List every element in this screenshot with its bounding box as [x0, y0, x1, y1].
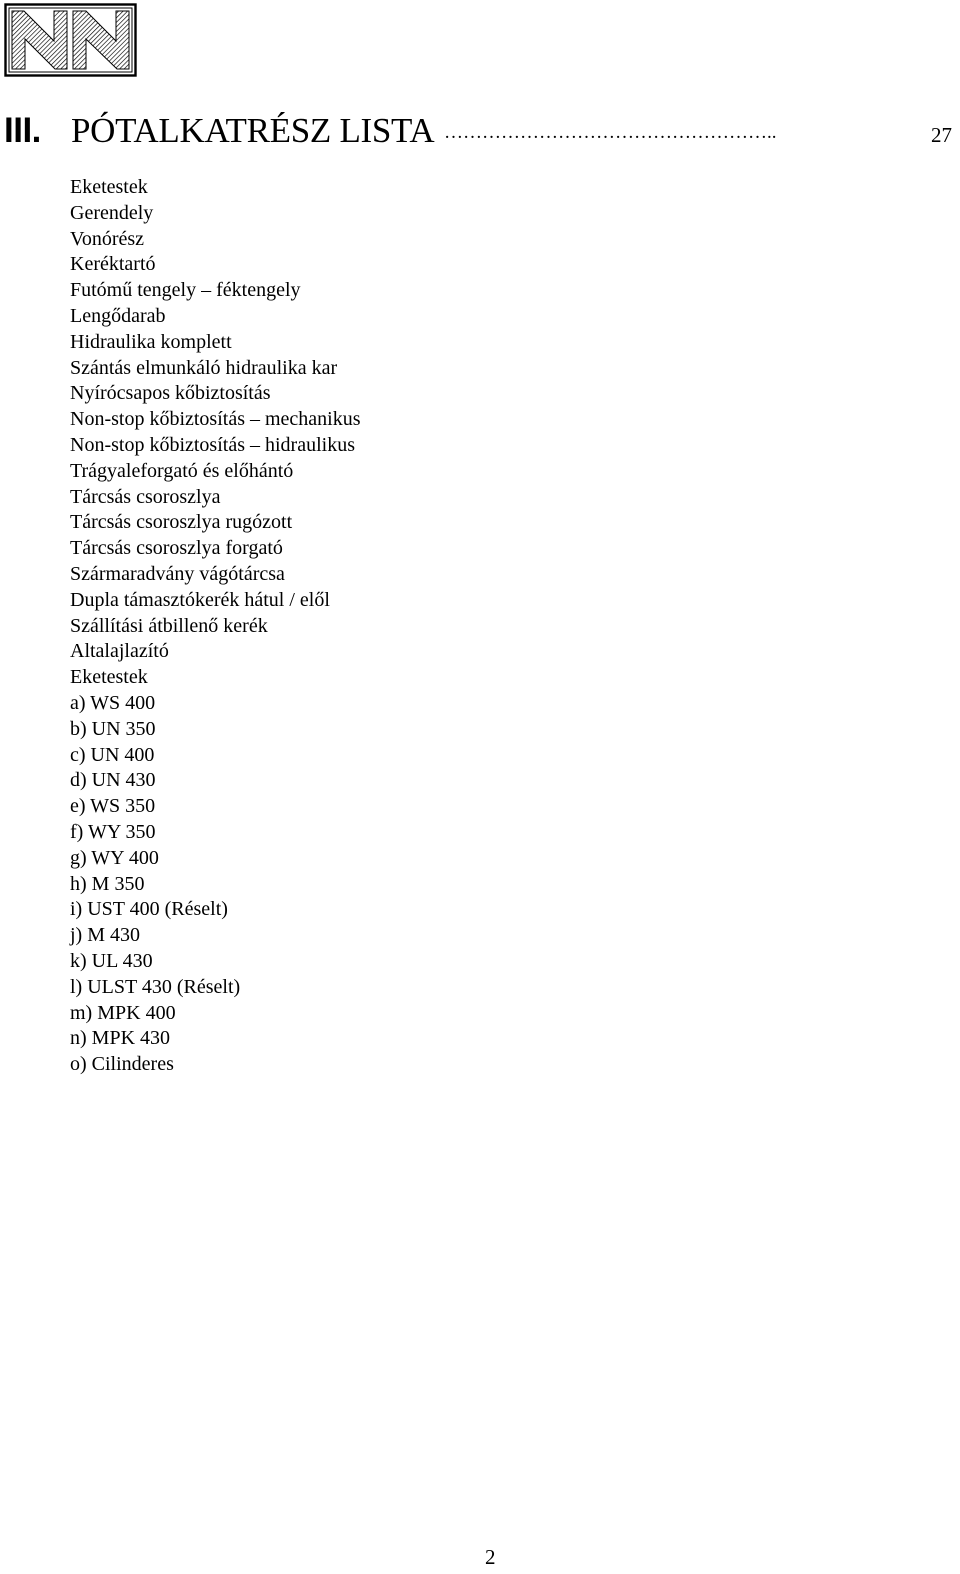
list-item: Trágyaleforgató és előhántó	[70, 459, 294, 482]
list-item: Eketestek	[70, 176, 148, 198]
list-item: l) ULST 430 (Réselt)	[70, 975, 241, 998]
list-item: b) UN 350	[70, 717, 156, 740]
spare-parts-list	[70, 175, 361, 1078]
toc-page-reference: 27	[931, 123, 952, 147]
list-item: e) WS 350	[70, 795, 156, 818]
list-item: Szármaradvány vágótárcsa	[70, 562, 285, 585]
list-item: Szántás elmunkáló hidraulika kar	[70, 356, 338, 379]
page-number: 2	[485, 1545, 496, 1569]
list-item: Keréktartó	[70, 253, 156, 276]
list-item: n) MPK 430	[70, 1027, 171, 1050]
list-item: Eketestek	[70, 666, 148, 689]
section-number: III.	[4, 111, 41, 150]
list-item: Lengődarab	[70, 304, 166, 327]
list-item: c) UN 400	[70, 743, 155, 766]
list-item: Nyírócsapos kőbiztosítás	[70, 382, 271, 405]
list-item: Tárcsás csoroszlya	[70, 485, 221, 508]
list-item: Non-stop kőbiztosítás – mechanikus	[70, 408, 361, 431]
list-item: Tárcsás csoroszlya forgató	[70, 537, 283, 560]
list-item: k) UL 430	[70, 949, 153, 972]
list-item: a) WS 400	[70, 691, 156, 714]
list-item: Vonórész	[70, 227, 145, 250]
list-item: o) Cilinderes	[70, 1053, 174, 1076]
section-heading	[4, 109, 956, 153]
list-item: Szállítási átbillenő kerék	[70, 614, 268, 637]
section-title: PÓTALKATRÉSZ LISTA	[71, 111, 435, 150]
list-item: Altalajlazító	[70, 640, 169, 663]
list-item: j) M 430	[70, 924, 140, 947]
list-item: Tárcsás csoroszlya rugózott	[70, 511, 293, 534]
list-item: f) WY 350	[70, 820, 156, 843]
list-item: Non-stop kőbiztosítás – hidraulikus	[70, 433, 355, 456]
list-item: g) WY 400	[70, 846, 159, 869]
toc-leader-dots: ……………………………………………..	[444, 122, 777, 143]
company-logo	[4, 3, 137, 77]
list-item: Dupla támasztókerék hátul / elől	[70, 588, 330, 611]
list-item: Futómű tengely – féktengely	[70, 279, 301, 302]
list-item: m) MPK 400	[70, 1001, 176, 1024]
list-item: d) UN 430	[70, 769, 156, 792]
list-item: Hidraulika komplett	[70, 330, 232, 353]
list-item: i) UST 400 (Réselt)	[70, 898, 228, 921]
list-item: Gerendely	[70, 201, 154, 224]
list-item: h) M 350	[70, 872, 145, 895]
